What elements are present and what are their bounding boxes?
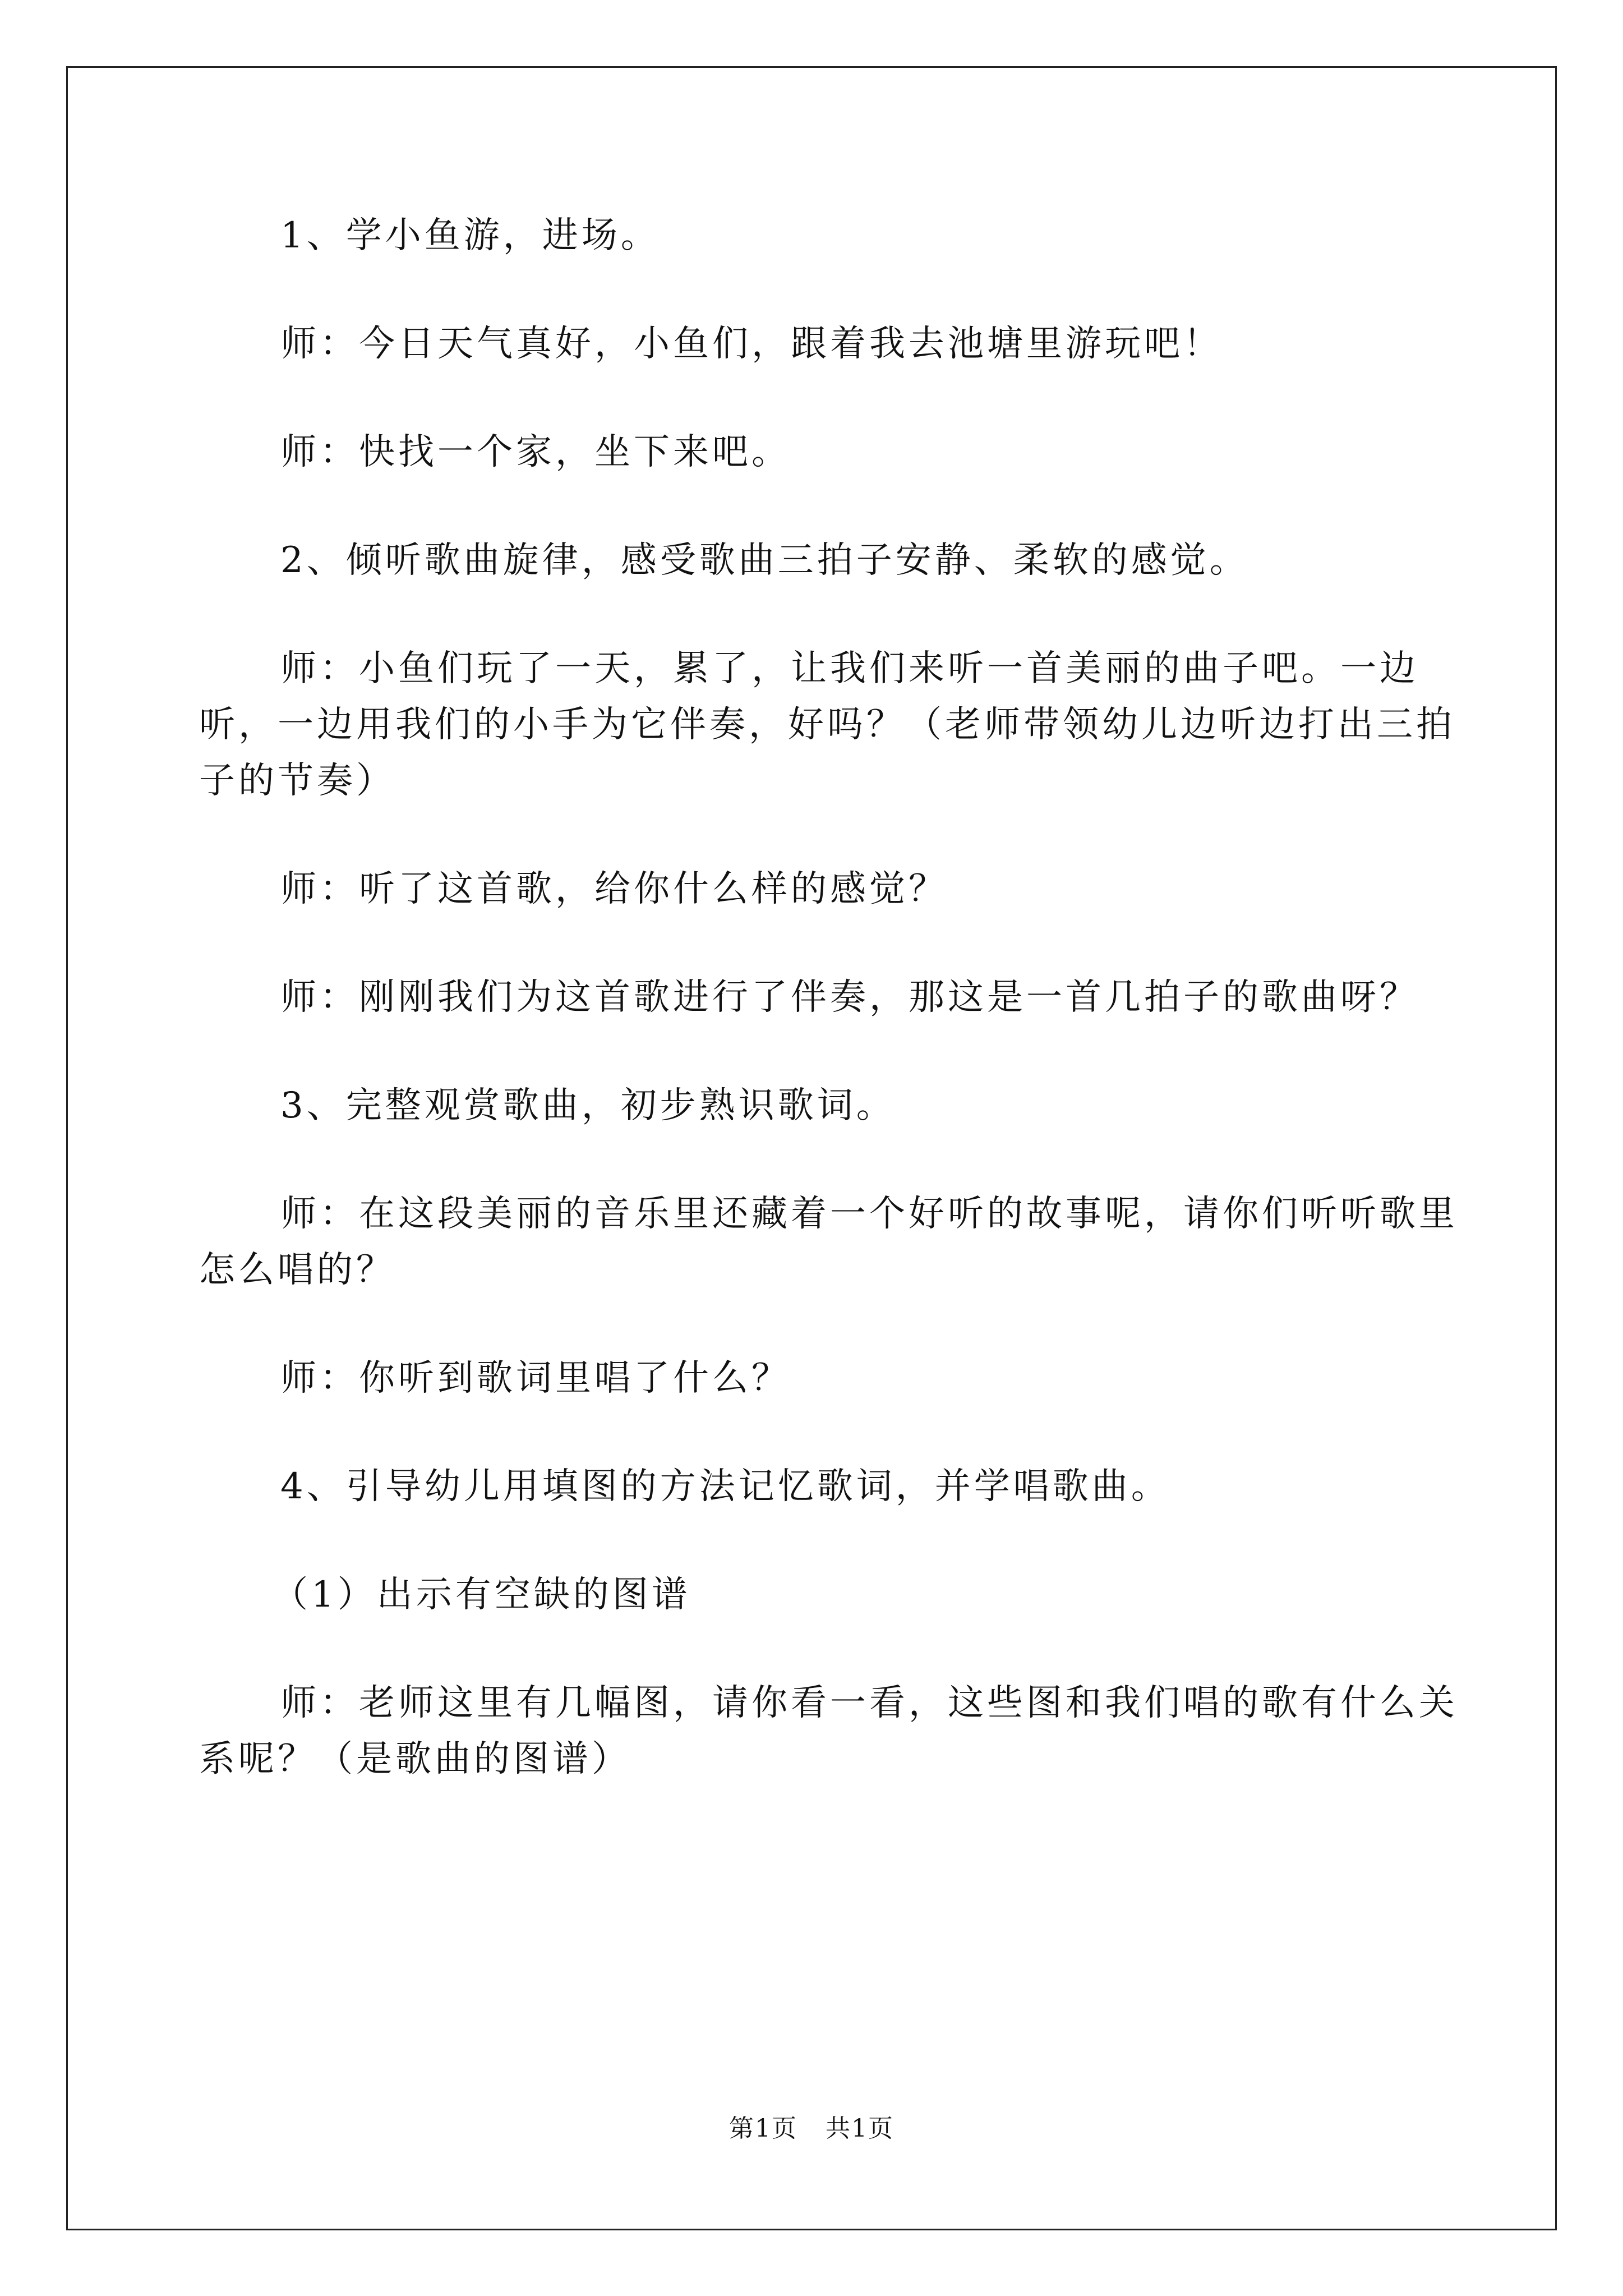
- paragraph: 师：在这段美丽的音乐里还藏着一个好听的故事呢，请你们听听歌里怎么唱的？: [199, 1193, 1458, 1291]
- paragraph: 1、学小鱼游，进场。: [280, 215, 660, 256]
- paragraph: 师：刚刚我们为这首歌进行了伴奏，那这是一首几拍子的歌曲呀？: [280, 977, 1419, 1018]
- paragraph: 2、倾听歌曲旋律，感受歌曲三拍子安静、柔软的感觉。: [280, 540, 1249, 581]
- page-footer: [0, 2108, 1623, 2144]
- document-body: [199, 208, 1472, 1839]
- page-total: 共1页: [826, 2114, 894, 2143]
- page-number: 第1页: [729, 2114, 797, 2143]
- paragraph: 4、引导幼儿用填图的方法记忆歌词，并学唱歌曲。: [280, 1466, 1170, 1507]
- paragraph: 师：今日天气真好，小鱼们，跟着我去池塘里游玩吧！: [280, 323, 1223, 365]
- paragraph: 师：快找一个家，坐下来吧。: [280, 431, 791, 473]
- paragraph: 3、完整观赏歌曲，初步熟识歌词。: [280, 1085, 896, 1126]
- paragraph: 师：听了这首歌，给你什么样的感觉？: [280, 868, 948, 910]
- paragraph: 师：你听到歌词里唱了什么？: [280, 1358, 791, 1399]
- paragraph: 师：老师这里有几幅图，请你看一看，这些图和我们唱的歌有什么关系呢？（是歌曲的图谱）: [199, 1682, 1458, 1780]
- paragraph: 师：小鱼们玩了一天，累了，让我们来听一首美丽的曲子吧。一边听，一边用我们的小手为它伴奏，好吗？（老师带领幼儿边听边打出三拍子的节奏）: [199, 648, 1455, 802]
- paragraph: （1）出示有空缺的图谱: [272, 1574, 691, 1616]
